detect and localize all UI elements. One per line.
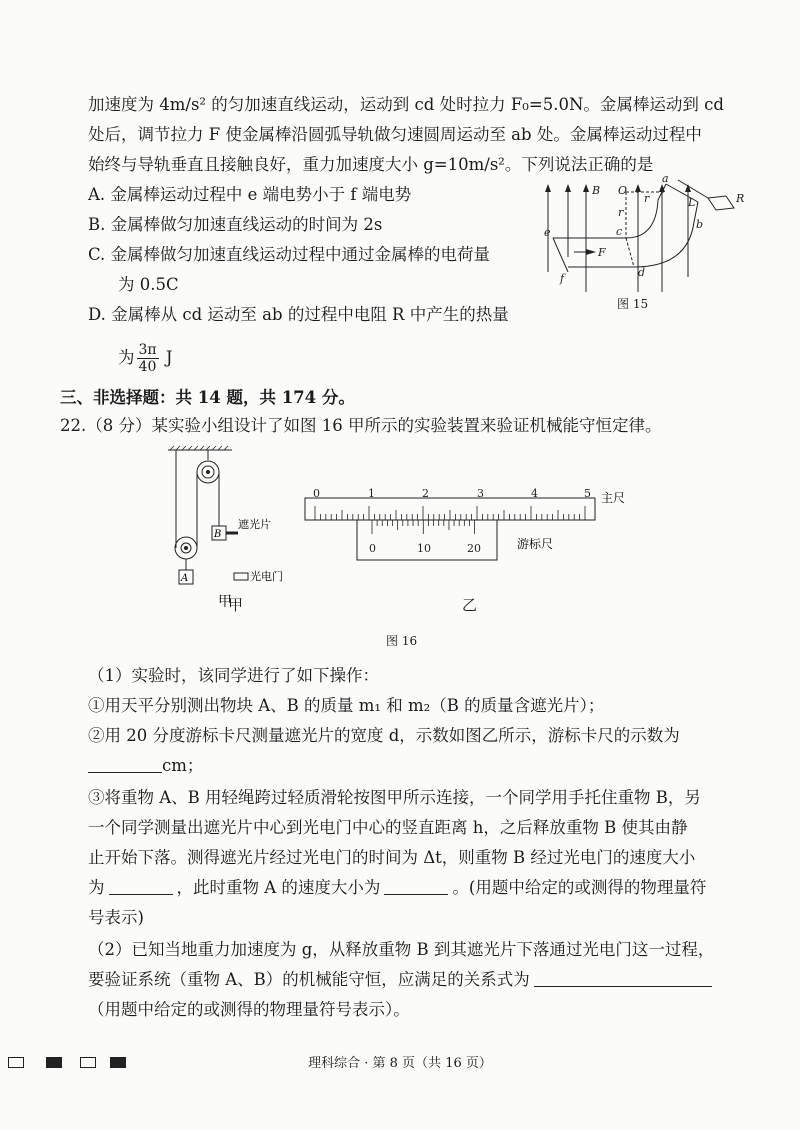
fig16-caption: 图 16 bbox=[386, 634, 418, 648]
fig15-caption: 图 15 bbox=[617, 297, 649, 311]
answer-blank-vernier[interactable] bbox=[88, 754, 162, 773]
q22-step3-line3: 止开始下落。测得遮光片经过光电门的时间为 Δt，则重物 B 经过光电门的速度大小 bbox=[88, 848, 696, 867]
fraction-denominator: 40 bbox=[138, 359, 157, 375]
fig15-label-c: c bbox=[616, 225, 623, 238]
fig15-label-B: B bbox=[592, 184, 601, 197]
q22-step2-line2 bbox=[88, 754, 203, 778]
fig15-label-O: O bbox=[618, 184, 628, 197]
step3-suffix: 。(用题中给定的或测得的物理量符 bbox=[452, 878, 707, 897]
q22-step3-line1: ③将重物 A、B 用轻绳跨过轻质滑轮按图甲所示连接，一个同学用手托住重物 B，另 bbox=[88, 788, 701, 807]
option-d-prefix: 为 bbox=[118, 348, 135, 367]
vernier-tick-0: 0 bbox=[369, 542, 376, 555]
fig15-label-a: a bbox=[662, 172, 669, 185]
answer-blank-speed-b[interactable] bbox=[109, 876, 173, 895]
fig15-label-R: R bbox=[736, 192, 745, 205]
fig15-label-b: b bbox=[696, 218, 704, 231]
option-c-line2: 为 0.5C bbox=[118, 275, 179, 294]
q22-step3-line2: 一个同学测量出遮光片中心到光电门中心的竖直距离 h，之后释放重物 B 使其由静 bbox=[88, 818, 688, 837]
option-d-line2 bbox=[118, 338, 172, 378]
sub-figure-jia-label: 甲 bbox=[228, 596, 244, 614]
q22-part2-line1: （2）已知当地重力加速度为 g，从释放重物 B 到其遮光片下落通过光电门这一过程， bbox=[88, 940, 715, 959]
part2-text: 要验证系统（重物 A、B）的机械能守恒，应满足的关系式为 bbox=[88, 970, 530, 989]
step3-prefix: 为 bbox=[88, 878, 105, 897]
q22-intro: 22.（8 分）某实验小组设计了如图 16 甲所示的实验装置来验证机械能守恒定律。 bbox=[60, 416, 662, 435]
main-tick-0: 0 bbox=[313, 487, 320, 500]
sub-figure-jia: 甲 bbox=[218, 594, 232, 610]
vernier-tick-10: 10 bbox=[417, 542, 431, 555]
page-footer: 理科综合 · 第 8 页（共 16 页） bbox=[308, 1056, 492, 1071]
option-a: A. 金属棒运动过程中 e 端电势小于 f 端电势 bbox=[88, 185, 412, 204]
main-tick-5: 5 bbox=[584, 487, 591, 500]
q22-part1-title: （1）实验时，该同学进行了如下操作： bbox=[88, 666, 379, 685]
q22-part2-line2 bbox=[88, 968, 712, 992]
fraction-numerator: 3π bbox=[138, 342, 157, 358]
shade-label: 遮光片 bbox=[238, 518, 271, 531]
fig15-label-r1: r bbox=[618, 206, 624, 219]
main-scale-label: 主尺 bbox=[601, 491, 626, 505]
q22-step3-line4 bbox=[88, 876, 706, 900]
q22-step2-line1: ②用 20 分度游标卡尺测量遮光片的宽度 d，示数如图乙所示，游标卡尺的示数为 bbox=[88, 726, 680, 745]
step3-middle: ，此时重物 A 的速度大小为 bbox=[176, 878, 381, 897]
figure-16-vernier bbox=[305, 484, 645, 574]
main-tick-4: 4 bbox=[531, 487, 538, 500]
fraction bbox=[137, 342, 159, 375]
fig15-label-e: e bbox=[544, 226, 551, 239]
section-3-heading: 三、非选择题：共 14 题，共 174 分。 bbox=[60, 388, 355, 407]
option-d-unit: J bbox=[165, 348, 173, 367]
answer-blank-relation[interactable] bbox=[534, 968, 712, 987]
option-b: B. 金属棒做匀加速直线运动的时间为 2s bbox=[88, 215, 383, 234]
fig15-label-F: F bbox=[598, 246, 606, 259]
fig15-label-L: L bbox=[688, 196, 696, 209]
step2-unit: cm； bbox=[162, 756, 204, 775]
answer-blank-speed-a[interactable] bbox=[384, 876, 448, 895]
main-tick-3: 3 bbox=[477, 487, 484, 500]
q21-text-line1: 加速度为 4m/s² 的匀加速直线运动，运动到 cd 处时拉力 F₀=5.0N。金属棒运动到 cd bbox=[88, 95, 724, 114]
vernier-tick-20: 20 bbox=[467, 542, 481, 555]
q22-step3-line5: 号表示) bbox=[88, 908, 144, 927]
q21-text-line3: 始终与导轨垂直且接触良好，重力加速度大小 g=10m/s²。下列说法正确的是 bbox=[88, 155, 654, 174]
photogate-label: 光电门 bbox=[250, 570, 283, 583]
vernier-scale-label: 游标尺 bbox=[517, 537, 554, 551]
fig15-label-d: d bbox=[638, 266, 646, 279]
main-tick-2: 2 bbox=[422, 487, 429, 500]
fig15-label-r2: r bbox=[644, 192, 650, 205]
q21-text-line2: 处后，调节拉力 F 使金属棒沿圆弧导轨做匀速圆周运动至 ab 处。金属棒运动过程中 bbox=[88, 125, 702, 144]
figure-16-apparatus bbox=[150, 446, 300, 610]
block-a-label: A bbox=[181, 573, 189, 584]
q22-part2-line3: （用题中给定的或测得的物理量符号表示）。 bbox=[88, 1000, 410, 1019]
main-tick-1: 1 bbox=[368, 487, 375, 500]
option-d-line1: D. 金属棒从 cd 运动至 ab 的过程中电阻 R 中产生的热量 bbox=[88, 305, 509, 324]
block-b-label: B bbox=[214, 529, 222, 540]
q22-step1: ①用天平分别测出物块 A、B 的质量 m₁ 和 m₂（B 的质量含遮光片）； bbox=[88, 696, 605, 715]
sub-figure-yi-label: 乙 bbox=[462, 596, 478, 614]
fig15-label-f: f bbox=[560, 272, 565, 285]
option-c-line1: C. 金属棒做匀加速直线运动过程中通过金属棒的电荷量 bbox=[88, 245, 491, 264]
